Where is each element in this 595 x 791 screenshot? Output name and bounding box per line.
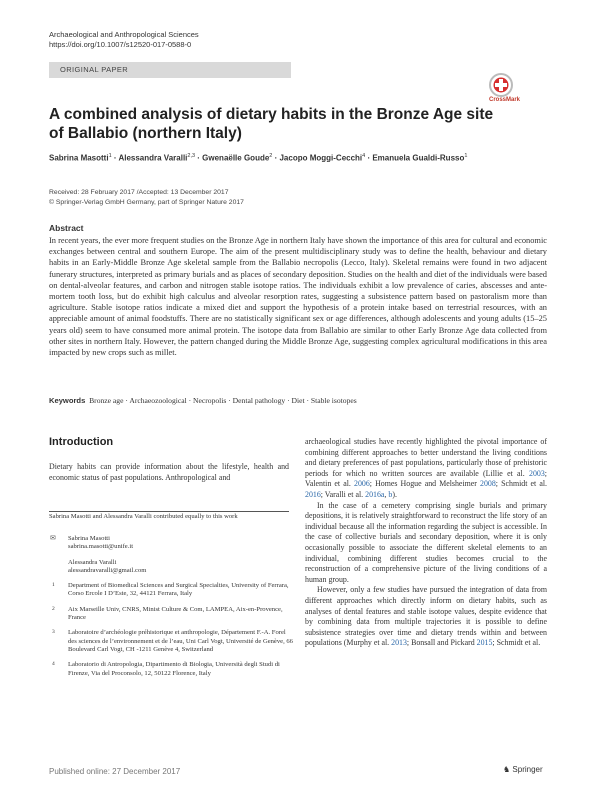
springer-horse-icon: ♞ (503, 765, 511, 774)
affiliation-number: 3 (52, 629, 55, 636)
email-name: Alessandra Varalli (68, 558, 117, 566)
email-address[interactable]: alessandravaralli@gmail.com (68, 566, 147, 574)
affiliations-block (52, 535, 293, 685)
citation-link[interactable]: b (388, 489, 393, 499)
author-affil: 4 (362, 153, 366, 159)
email-name: Sabrina Masotti (68, 535, 110, 542)
affiliation-item (52, 582, 293, 599)
journal-header (49, 30, 199, 50)
author-name: Sabrina Masotti (49, 153, 109, 163)
email-icon: ✉ (50, 534, 56, 542)
keywords-line (49, 396, 547, 405)
affiliation-text: Laboratoire d’archéologie préhistorique et anthropologie, Département F.-A. Forel des sciences de l’environnement et de l’eau, Uni Carl Vogt, Université de Genève, 66 Boulevard Carl Vogt, CH -1211 Genève 4, Switzerland (68, 629, 293, 653)
citation-link[interactable]: 2016 (305, 489, 321, 499)
citation-link[interactable]: 2015 (476, 638, 493, 648)
right-column (305, 437, 547, 649)
journal-name: Archaeological and Anthropological Sciences (49, 30, 199, 39)
copyright-line: © Springer-Verlag GmbH Germany, part of Springer Nature 2017 (49, 199, 244, 206)
publisher-name: Springer (512, 765, 543, 774)
author-name: Emanuela Gualdi-Russo (372, 153, 465, 163)
email-address[interactable]: sabrina.masotti@unife.it (68, 543, 134, 551)
crossmark-text: CrossMark (489, 97, 521, 102)
intro-heading: Introduction (49, 436, 114, 448)
author-name: Gwenaëlle Goude (202, 153, 270, 163)
email-entry (68, 535, 293, 552)
body-paragraph: However, only a few studies have pursued the integration of data from different approaches which directly inform on dietary habits, such as analyses of dental features and stable isotope values, despite evidence that by combining data from multiple trajectories it is possible to define subsistence strategies over time and dietary trends within and between populations (Murphy et al. 2013; Bonsall and Pickard 2015; Schmidt et al. (305, 585, 547, 648)
affiliation-item (52, 605, 293, 623)
body-paragraph: In the case of a cemetery comprising single burials and primary depositions, it is relatively straightforward to reconstruct the life story of an individual because all the information regarding the subject is accessible. In the case of collective burials and secondary deposition, where it is only occasionally possible to associate the different skeletal elements to an individual, combining different studies becomes crucial to the reconstruction of a comprehensive picture of the living conditions of a human group. (305, 500, 547, 584)
crossmark-icon (487, 72, 545, 102)
citation-link[interactable]: 2008 (480, 479, 496, 489)
section-label: ORIGINAL PAPER (60, 65, 129, 74)
affiliation-number: 2 (52, 605, 55, 612)
affiliation-number: 1 (52, 582, 55, 589)
abstract-heading: Abstract (49, 223, 84, 233)
author-affil: 1 (108, 153, 112, 159)
author-name: Alessandra Varalli (118, 153, 188, 163)
dates-block (49, 188, 244, 208)
affiliation-item (52, 661, 293, 678)
author-name: Jacopo Moggi-Cecchi (279, 153, 363, 163)
author-affil: 2 (269, 153, 273, 159)
affiliation-text: Laboratorio di Antropologia, Dipartimento di Biologia, Università degli Studi di Firenze, Via del Proconsolo, 12, 50122 Florence, Italy (68, 661, 280, 677)
affiliation-item (52, 629, 293, 654)
citation-link[interactable]: 2016a (365, 489, 385, 499)
citation-link[interactable]: 2003 (529, 468, 545, 478)
affiliation-number: 4 (52, 661, 55, 668)
doi-link[interactable]: https://doi.org/10.1007/s12520-017-0588-0 (49, 40, 192, 49)
keywords-label: Keywords (49, 396, 86, 405)
abstract-text: In recent years, the ever more frequent studies on the Bronze Age in northern Italy have shown the importance of this area for cultural and economic exchanges between central and southern Europe. The aim of the present multidisciplinary study was to define the health, behaviour and dietary habits in an Early-Middle Bronze Age skeletal sample from the Ballabio necropolis (Lecco, Italy). Skeletal remains were found in two adjacent funerary structures, interpreted as primary burials and as places of secondary deposition. Studies on the health and diet of the individuals were based on dental-alveolar features, and carbon and nitrogen stable isotope ratios. The individuals exhibit a low prevalence of caries, abscesses and ante-mortem tooth loss, but do exhibit high calculus and alveolar resorption rates, suggesting a subsistence pattern based on pastoralism more than agriculture. Stable isotope ratios indicate a mixed diet and support the hypothesis of a protein intake based on terrestrial resources, with an appreciable amount of animal foodstuffs. There are no statistically significant sex or age differences, although adolescents and young adults (15–25 years old) seem to have consumed more animal protein. The isotope data from Ballabio are similar to other Early Bronze Age data collected from other sites in northern Italy. However, the pattern changed during the Middle Bronze Age, suggesting complex agricultural modifications in this area impacted by new crops such as millet. (49, 236, 547, 358)
citation-link[interactable]: 2013 (391, 638, 407, 648)
crossmark-logo[interactable] (487, 72, 545, 102)
contribution-note: Sabrina Masotti and Alessandra Varalli contributed equally to this work (49, 513, 238, 520)
received-dates: Received: 28 February 2017 /Accepted: 13 December 2017 (49, 189, 229, 196)
keywords-list: Bronze age · Archaeozoological · Necropolis · Dental pathology · Diet · Stable isotopes (89, 396, 357, 405)
intro-paragraph: Dietary habits can provide information about the lifestyle, health and economic status of past populations. Anthropological and (49, 462, 289, 482)
citation-link[interactable]: 2006 (354, 479, 370, 489)
footnote-divider (49, 511, 289, 512)
author-affil: 1 (464, 153, 468, 159)
publisher-logo (503, 765, 543, 774)
article-title: A combined analysis of dietary habits in the Bronze Age site of Ballabio (northern Italy) (49, 106, 494, 142)
body-paragraph: archaeological studies have recently highlighted the pivotal importance of combining different approaches to better understand the living conditions and dietary preferences of past populations, particularly those of prehistoric periods for which no written sources are available (Lillie et al. 2003; Valentin et al. 2006; Homes Hogue and Melsheimer 2008; Schmidt et al. 2016; Varalli et al. 2016a, b). (305, 437, 547, 499)
affiliation-text: Department of Biomedical Sciences and Surgical Specialties, University of Ferrara, Corso Ercole I D’Este, 32, 44121 Ferrara, Italy (68, 582, 289, 598)
published-online: Published online: 27 December 2017 (49, 767, 181, 776)
email-entry (68, 559, 293, 576)
author-affil: 2,3 (187, 153, 196, 159)
author-list: Sabrina Masotti$^1$ · Alessandra Varalli$^{2,3}$ · Gwenaëlle Goude$^2$ · Jacopo Moggi-Cecchi$^4$ · Emanuela Gualdi-Russo$^1$ (49, 153, 468, 163)
affiliation-text: Aix Marseille Univ, CNRS, Minist Culture & Com, LAMPEA, Aix-en-Provence, France (68, 605, 283, 622)
